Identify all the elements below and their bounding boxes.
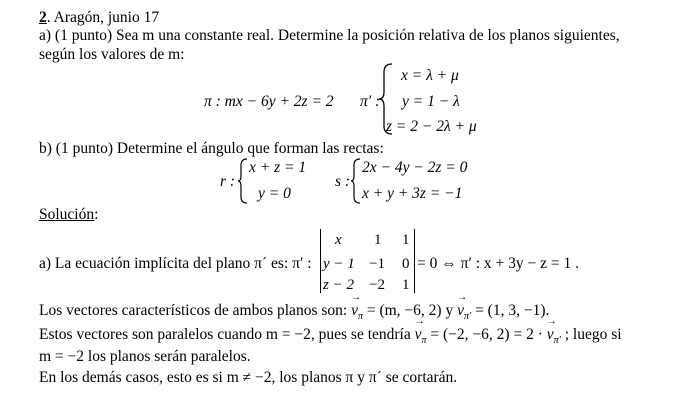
vector-symbol: v <box>414 326 422 343</box>
solution-heading <box>39 206 98 224</box>
vector-v-pi <box>351 292 362 320</box>
exercise-number: 2 <box>39 9 47 26</box>
solution-heading-colon: : <box>94 206 99 223</box>
parallel-line-2: m = −2 los planos serán paralelos. <box>39 348 251 365</box>
det-cell-2-3: 0 <box>402 256 410 272</box>
vector-symbol: v <box>351 302 358 319</box>
determinant-left-bar <box>320 229 321 293</box>
part-a-line-1: a) (1 punto) Sea m una constante real. Determine la posición relativa de los planos siguientes, <box>39 27 620 44</box>
det-cell-2-2: −1 <box>369 256 385 272</box>
det-cell-3-1: z − 2 <box>323 277 354 293</box>
det-cell-1-3: 1 <box>402 232 410 248</box>
final-line: En los demás casos, esto es si m ≠ −2, los planos π y π´ se cortarán. <box>39 369 458 386</box>
vector-symbol: v <box>546 326 554 343</box>
part-b-line: b) (1 punto) Determine el ángulo que forman las rectas: <box>39 140 384 157</box>
vector-arrow-icon: → <box>414 316 425 327</box>
vector-pi2-value: = (1, 3, −1). <box>471 302 550 319</box>
line-r-label: r : <box>220 173 236 190</box>
vector-sub-pi2: π′ <box>553 335 561 347</box>
line-r-eq-2: y = 0 <box>258 185 291 202</box>
solution-heading-text: Solución <box>39 206 95 223</box>
plane-pi2-eq-2: y = 1 − λ <box>402 93 460 110</box>
line-s-label: s : <box>335 173 351 190</box>
line-s-eq-2: x + y + 3z = −1 <box>362 185 463 202</box>
vector-arrow-icon: → <box>546 316 557 327</box>
left-brace-icon <box>350 157 362 205</box>
line-s-eq-1: 2x − 4y − 2z = 0 <box>362 159 468 176</box>
part-a-line-2: según los valores de m: <box>39 46 185 63</box>
solution-a-intro: a) La ecuación implícita del plano π´ es: π′ : <box>39 255 312 272</box>
plane-pi2-eq-1: x = λ + μ <box>401 67 459 84</box>
parallel-line <box>39 316 622 350</box>
det-cell-3-3: 1 <box>402 277 410 293</box>
det-cell-1-1: x <box>335 232 342 248</box>
vector-pi-value: = (m, −6, 2) y <box>362 302 458 319</box>
vectors-line <box>39 292 550 326</box>
det-cell-1-2: 1 <box>374 232 382 248</box>
determinant-right-bar <box>414 229 415 293</box>
vector-sub-pi: π <box>357 311 363 323</box>
left-brace-icon <box>237 157 249 205</box>
vector-sub-pi2: π′ <box>463 311 472 323</box>
plane-pi2-eq-3: z = 2 − 2λ + μ <box>386 118 477 135</box>
det-cell-2-1: y − 1 <box>323 256 355 272</box>
det-cell-3-2: −2 <box>369 277 385 293</box>
line-r-eq-1: x + z = 1 <box>249 159 307 176</box>
vector-arrow-icon: → <box>351 292 362 303</box>
parallel-line-mid: = (−2, −6, 2) = 2 · <box>426 326 547 343</box>
exercise-title <box>39 9 159 27</box>
parallel-line-end: ; luego si <box>560 326 622 343</box>
plane-pi2-label: π′ : <box>360 93 381 110</box>
vector-v-pi2 <box>457 292 468 320</box>
vector-sub-pi: π <box>421 335 427 347</box>
plane-pi-equation: π : mx − 6y + 2z = 2 <box>204 93 334 110</box>
vector-v-pi2 <box>546 316 557 344</box>
vectors-line-text: Los vectores característicos de ambos planos son: <box>39 302 352 319</box>
vector-arrow-icon: → <box>457 292 468 303</box>
vector-v-pi <box>414 316 425 344</box>
exercise-title-text: . Aragón, junio 17 <box>46 9 160 26</box>
vector-symbol: v <box>457 302 464 319</box>
solution-a-result: = 0 ⇔ π′ : x + 3y − z = 1 . <box>417 255 579 272</box>
parallel-line-text: Estos vectores son paralelos cuando m = −2, pues se tendría <box>39 326 415 343</box>
